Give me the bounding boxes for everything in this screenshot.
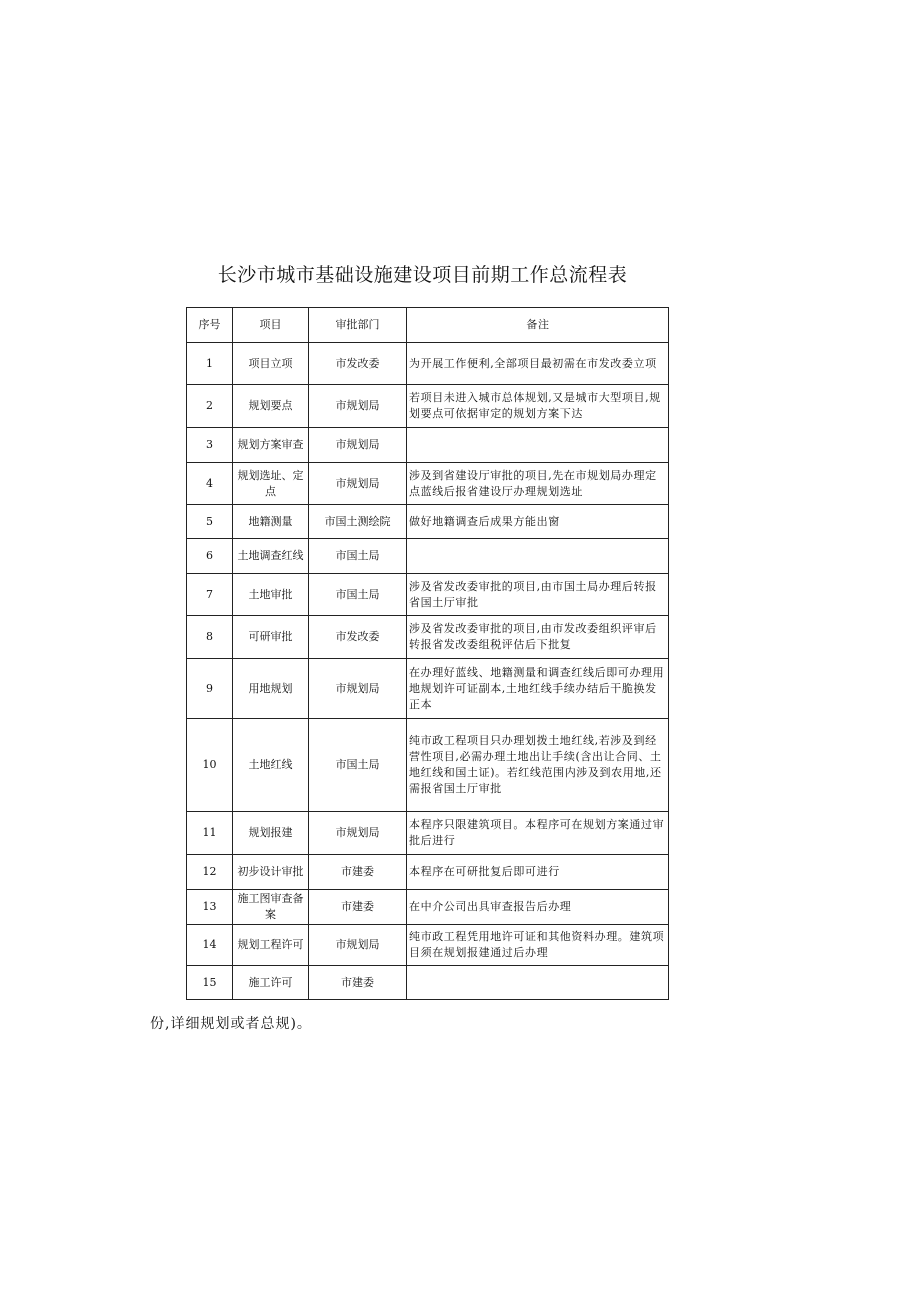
row-item: 可研审批 bbox=[233, 616, 309, 659]
row-no: 1 bbox=[187, 343, 233, 385]
row-dept: 市发改委 bbox=[309, 343, 407, 385]
row-no: 6 bbox=[187, 539, 233, 574]
row-dept: 市规划局 bbox=[309, 385, 407, 428]
row-note: 为开展工作便利,全部项目最初需在市发改委立项 bbox=[407, 343, 669, 385]
table-row bbox=[187, 428, 669, 463]
table-row bbox=[187, 463, 669, 505]
table-row bbox=[187, 925, 669, 966]
table-row bbox=[187, 343, 669, 385]
row-no: 14 bbox=[187, 925, 233, 966]
row-item: 施工图审查备案 bbox=[233, 890, 309, 925]
page-title: 长沙市城市基础设施建设项目前期工作总流程表 bbox=[217, 264, 628, 286]
table-header-row bbox=[187, 308, 669, 343]
row-no: 5 bbox=[187, 505, 233, 539]
row-note: 涉及省发改委审批的项目,由市发改委组织评审后转报省发改委组税评估后下批复 bbox=[407, 616, 669, 659]
table-row bbox=[187, 616, 669, 659]
row-no: 2 bbox=[187, 385, 233, 428]
header-no: 序号 bbox=[187, 308, 233, 343]
row-note bbox=[407, 428, 669, 463]
row-item: 规划报建 bbox=[233, 812, 309, 855]
row-item: 规划方案审查 bbox=[233, 428, 309, 463]
row-no: 3 bbox=[187, 428, 233, 463]
row-item: 施工许可 bbox=[233, 966, 309, 1000]
row-note: 涉及到省建设厅审批的项目,先在市规划局办理定点蓝线后报省建设厅办理规划选址 bbox=[407, 463, 669, 505]
table-row bbox=[187, 385, 669, 428]
row-item: 初步设计审批 bbox=[233, 855, 309, 890]
row-note: 若项目未进入城市总体规划,又是城市大型项目,规划要点可依据审定的规划方案下达 bbox=[407, 385, 669, 428]
table-row bbox=[187, 812, 669, 855]
row-dept: 市建委 bbox=[309, 966, 407, 1000]
table-row bbox=[187, 539, 669, 574]
row-note: 本程序只限建筑项目。本程序可在规划方案通过审批后进行 bbox=[407, 812, 669, 855]
row-note: 本程序在可研批复后即可进行 bbox=[407, 855, 669, 890]
row-dept: 市规划局 bbox=[309, 925, 407, 966]
row-dept: 市规划局 bbox=[309, 463, 407, 505]
table-row bbox=[187, 574, 669, 616]
row-dept: 市国土测绘院 bbox=[309, 505, 407, 539]
table-row bbox=[187, 505, 669, 539]
row-item: 用地规划 bbox=[233, 659, 309, 719]
table-row bbox=[187, 890, 669, 925]
row-item: 规划要点 bbox=[233, 385, 309, 428]
row-no: 4 bbox=[187, 463, 233, 505]
row-dept: 市国土局 bbox=[309, 539, 407, 574]
row-dept: 市发改委 bbox=[309, 616, 407, 659]
row-note: 做好地籍调查后成果方能出窗 bbox=[407, 505, 669, 539]
row-note: 纯市政工程项目只办理划拨土地红线,若涉及到经营性项目,必需办理土地出让手续(含出让合同、土地红线和国土证)。若红线范围内涉及到农用地,还需报省国土厅审批 bbox=[407, 719, 669, 812]
row-item: 土地审批 bbox=[233, 574, 309, 616]
table-row bbox=[187, 719, 669, 812]
row-dept: 市规划局 bbox=[309, 659, 407, 719]
row-item: 规划选址、定点 bbox=[233, 463, 309, 505]
row-item: 项目立项 bbox=[233, 343, 309, 385]
row-no: 10 bbox=[187, 719, 233, 812]
table-row bbox=[187, 659, 669, 719]
row-dept: 市国土局 bbox=[309, 719, 407, 812]
row-no: 8 bbox=[187, 616, 233, 659]
row-note: 在办理好蓝线、地籍测量和调查红线后即可办理用地规划许可证副本,土地红线手续办结后干脆换发正本 bbox=[407, 659, 669, 719]
row-dept: 市建委 bbox=[309, 855, 407, 890]
header-dept: 审批部门 bbox=[309, 308, 407, 343]
row-no: 11 bbox=[187, 812, 233, 855]
row-dept: 市建委 bbox=[309, 890, 407, 925]
row-no: 15 bbox=[187, 966, 233, 1000]
row-dept: 市规划局 bbox=[309, 428, 407, 463]
row-dept: 市规划局 bbox=[309, 812, 407, 855]
header-note: 备注 bbox=[407, 308, 669, 343]
row-note: 在中介公司出具审查报告后办理 bbox=[407, 890, 669, 925]
row-note bbox=[407, 539, 669, 574]
row-no: 7 bbox=[187, 574, 233, 616]
header-item: 项目 bbox=[233, 308, 309, 343]
row-note: 纯市政工程凭用地许可证和其他资料办理。建筑项目须在规划报建通过后办理 bbox=[407, 925, 669, 966]
process-table bbox=[186, 307, 669, 1000]
table-row bbox=[187, 966, 669, 1000]
row-item: 规划工程许可 bbox=[233, 925, 309, 966]
table-row bbox=[187, 855, 669, 890]
row-note: 涉及省发改委审批的项目,由市国土局办理后转报省国土厅审批 bbox=[407, 574, 669, 616]
row-no: 12 bbox=[187, 855, 233, 890]
row-no: 13 bbox=[187, 890, 233, 925]
row-item: 地籍测量 bbox=[233, 505, 309, 539]
footer-text: 份,详细规划或者总规)。 bbox=[150, 1016, 312, 1032]
row-dept: 市国土局 bbox=[309, 574, 407, 616]
row-item: 土地红线 bbox=[233, 719, 309, 812]
row-note bbox=[407, 966, 669, 1000]
row-no: 9 bbox=[187, 659, 233, 719]
row-item: 土地调查红线 bbox=[233, 539, 309, 574]
